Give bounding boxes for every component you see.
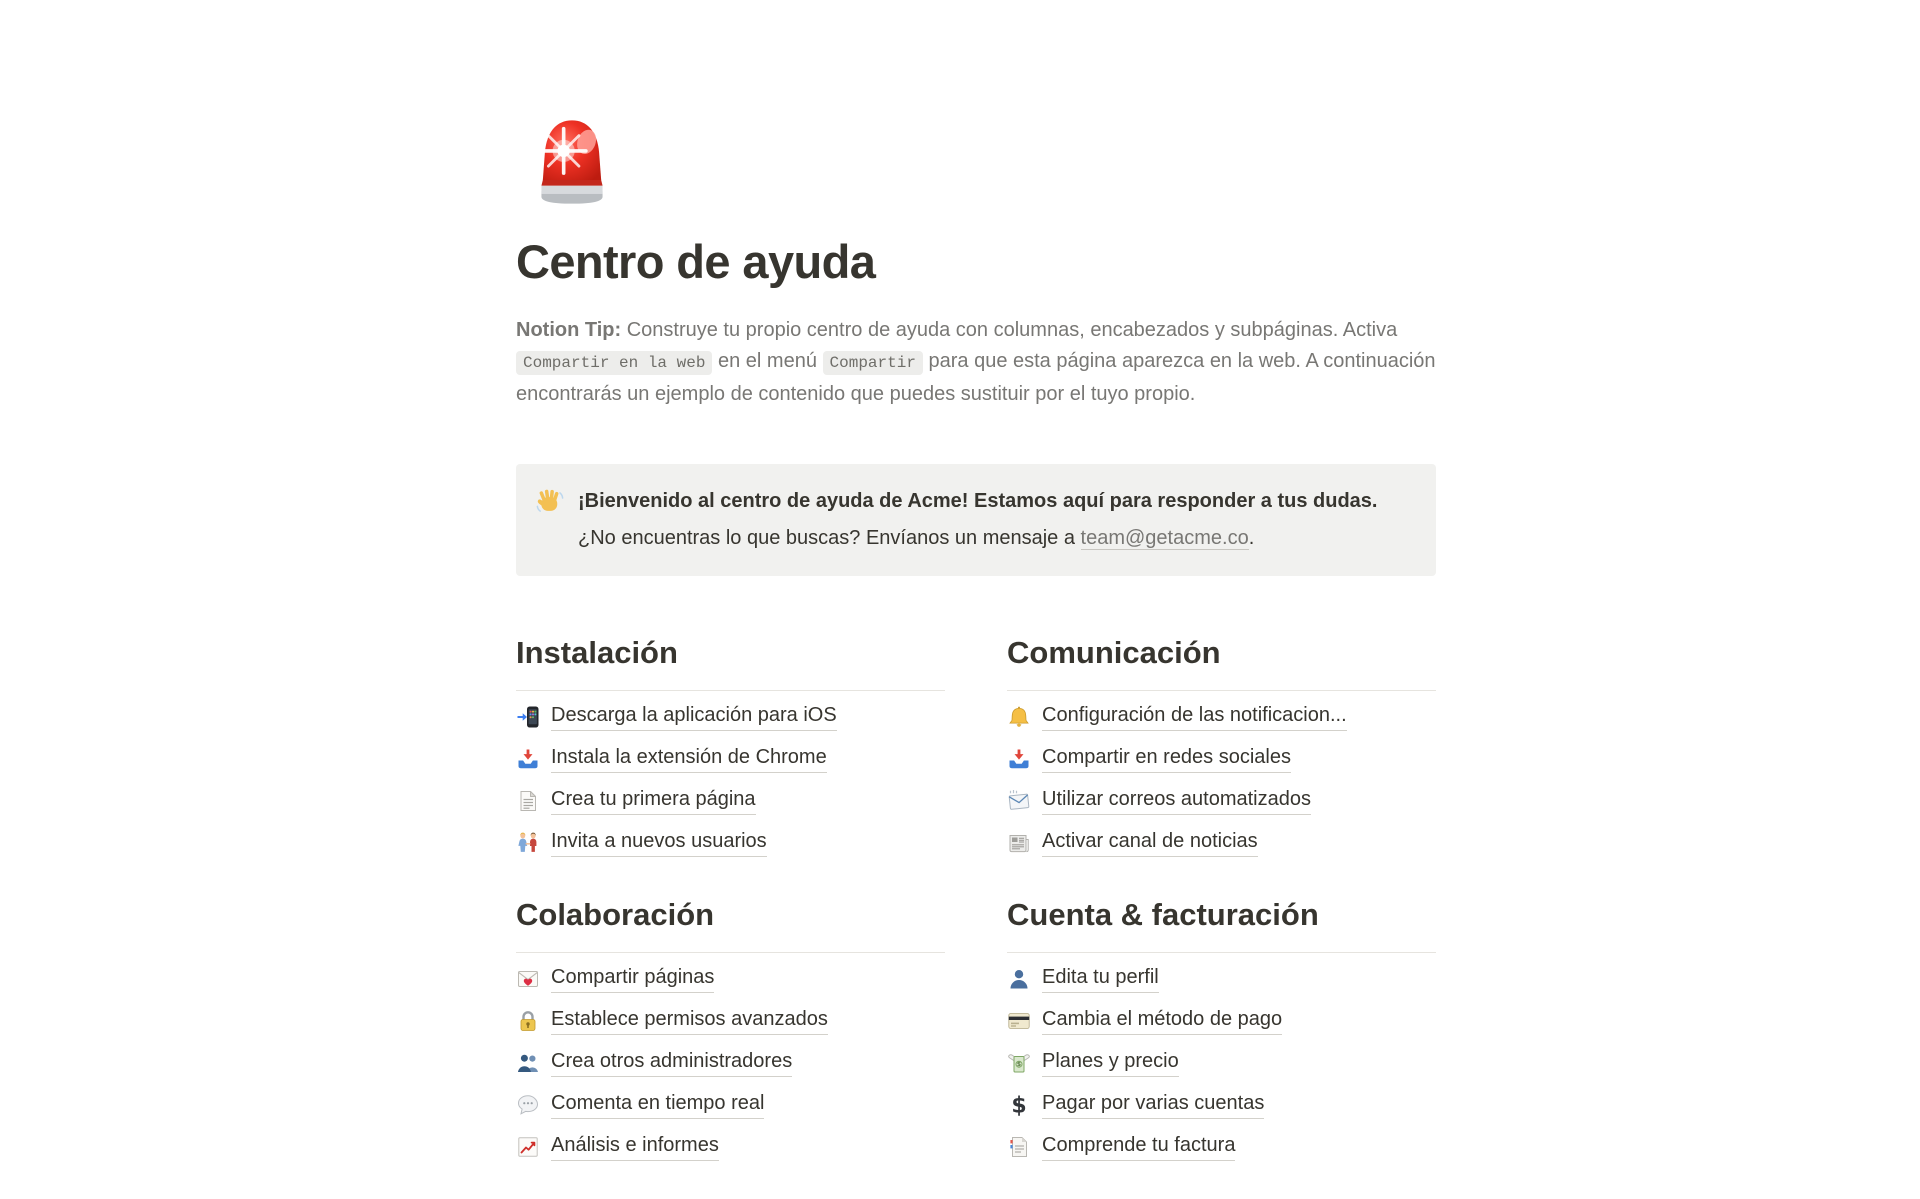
section-comunicacion <box>1007 634 1436 864</box>
link-pagar-varias-cuentas[interactable]: Pagar por varias cuentas <box>1042 1092 1264 1119</box>
list-item <box>516 780 945 822</box>
notion-tip-paragraph <box>516 315 1436 410</box>
section-cuenta-facturacion <box>1007 896 1436 1168</box>
bell-icon <box>1007 705 1031 729</box>
list-item <box>1007 738 1436 780</box>
man-woman-icon <box>516 831 540 855</box>
link-configuracion-notificaciones[interactable]: Configuración de las notificacion... <box>1042 704 1347 731</box>
waving-hand-icon <box>536 488 564 516</box>
link-analisis-informes[interactable]: Análisis e informes <box>551 1134 719 1161</box>
page-title: Centro de ayuda <box>516 235 876 288</box>
section-colaboracion <box>516 896 945 1168</box>
callout-contact-suffix: . <box>1248 527 1255 549</box>
list-item <box>1007 780 1436 822</box>
notion-page-content <box>516 112 1436 1168</box>
callout-contact-prefix: ¿No encuentras lo que buscas? Envíanos un mensaje a <box>578 527 1081 549</box>
list-item <box>1007 1000 1436 1042</box>
link-correos-automatizados[interactable]: Utilizar correos automatizados <box>1042 788 1311 815</box>
list-item <box>1007 696 1436 738</box>
tip-text-3: para que esta página aparezca en la web. A continuación encontrarás un ejemplo de contenido que puedes sustituir por el tuyo propio. <box>516 350 1436 405</box>
link-primera-pagina[interactable]: Crea tu primera página <box>551 788 756 815</box>
credit-card-icon <box>1007 1009 1031 1033</box>
link-comprende-factura[interactable]: Comprende tu factura <box>1042 1134 1235 1161</box>
newspaper-icon <box>1007 831 1031 855</box>
svg-text:$: $ <box>1016 1061 1022 1069</box>
lock-icon <box>516 1009 540 1033</box>
callout-contact-text <box>578 520 1377 557</box>
link-metodo-pago[interactable]: Cambia el método de pago <box>1042 1008 1282 1035</box>
link-invita-usuarios[interactable]: Invita a nuevos usuarios <box>551 830 767 857</box>
list-item <box>516 1042 945 1084</box>
list-item <box>1007 958 1436 1000</box>
dollar-icon <box>1007 1093 1031 1117</box>
link-edita-perfil[interactable]: Edita tu perfil <box>1042 966 1159 993</box>
mobile-phone-arrow-icon <box>516 705 540 729</box>
list-item <box>516 822 945 864</box>
link-comenta-tiempo-real[interactable]: Comenta en tiempo real <box>551 1092 764 1119</box>
section-title-comunicacion: Comunicación <box>1007 634 1436 691</box>
list-item <box>1007 1042 1436 1084</box>
left-column <box>516 634 945 1168</box>
inbox-tray-icon <box>516 747 540 771</box>
two-column-layout <box>516 634 1436 1168</box>
link-crea-administradores[interactable]: Crea otros administradores <box>551 1050 792 1077</box>
link-descarga-app-ios[interactable]: Descarga la aplicación para iOS <box>551 704 837 731</box>
list-item <box>1007 1126 1436 1168</box>
list-item <box>516 1126 945 1168</box>
section-title-instalacion: Instalación <box>516 634 945 691</box>
right-column <box>1007 634 1436 1168</box>
list-item <box>516 696 945 738</box>
bookmark-tabs-icon <box>1007 1135 1031 1159</box>
link-compartir-paginas[interactable]: Compartir páginas <box>551 966 714 993</box>
link-planes-precio[interactable]: Planes y precio <box>1042 1050 1179 1077</box>
link-permisos-avanzados[interactable]: Establece permisos avanzados <box>551 1008 828 1035</box>
tip-code-share: Compartir <box>823 351 923 375</box>
callout-body <box>578 483 1377 557</box>
section-title-cuenta-facturacion: Cuenta & facturación <box>1007 896 1436 953</box>
tip-label: Notion Tip: <box>516 319 622 341</box>
tip-text-1: Construye tu propio centro de ayuda con columnas, encabezados y subpáginas. Activa <box>621 319 1398 341</box>
love-letter-icon <box>516 967 540 991</box>
link-canal-noticias[interactable]: Activar canal de noticias <box>1042 830 1258 857</box>
list-item <box>1007 1084 1436 1126</box>
link-extension-chrome[interactable]: Instala la extensión de Chrome <box>551 746 827 773</box>
list-item <box>516 958 945 1000</box>
callout-welcome-text: ¡Bienvenido al centro de ayuda de Acme! Estamos aquí para responder a tus dudas. <box>578 490 1378 512</box>
incoming-envelope-icon <box>1007 789 1031 813</box>
chart-up-icon <box>516 1135 540 1159</box>
police-light-icon <box>522 112 622 212</box>
list-item <box>1007 822 1436 864</box>
section-instalacion <box>516 634 945 864</box>
money-wings-icon <box>1007 1051 1031 1075</box>
section-title-colaboracion: Colaboración <box>516 896 945 953</box>
list-item <box>516 1000 945 1042</box>
svg-text:$: $ <box>1011 1093 1027 1117</box>
bust-icon <box>1007 967 1031 991</box>
tip-text-2: en el menú <box>712 350 823 372</box>
speech-balloon-icon <box>516 1093 540 1117</box>
tip-code-share-web: Compartir en la web <box>516 351 712 375</box>
link-compartir-redes-sociales[interactable]: Compartir en redes sociales <box>1042 746 1291 773</box>
list-item <box>516 738 945 780</box>
document-page-icon <box>516 789 540 813</box>
email-link[interactable]: team@getacme.co <box>1080 527 1249 549</box>
busts-icon <box>516 1051 540 1075</box>
inbox-tray-icon <box>1007 747 1031 771</box>
list-item <box>516 1084 945 1126</box>
welcome-callout <box>516 464 1436 576</box>
